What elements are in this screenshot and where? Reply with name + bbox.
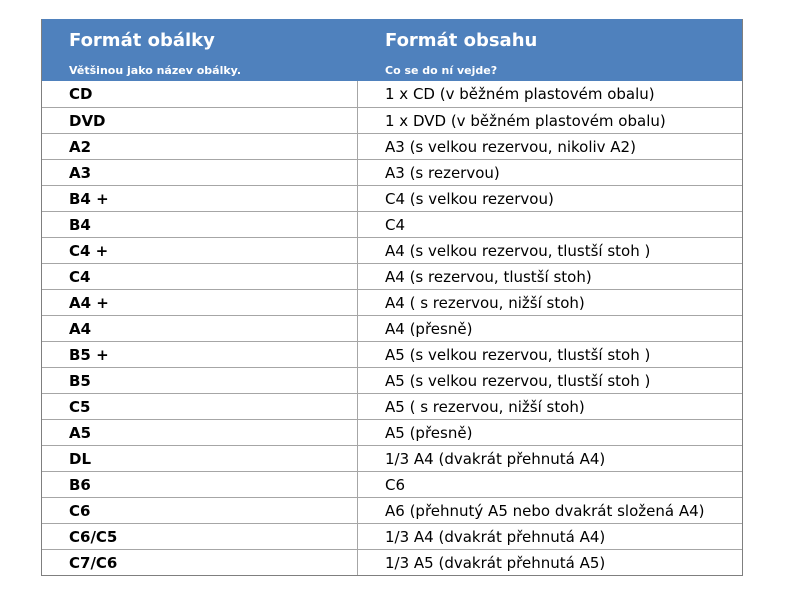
content-format-cell: A5 ( s rezervou, nižší stoh) <box>385 397 585 416</box>
envelope-format-cell: C4 <box>42 264 358 289</box>
table-row <box>42 549 742 575</box>
envelope-format-cell: C5 <box>42 394 358 419</box>
envelope-format-cell: C4 + <box>42 238 358 263</box>
content-format-cell: A5 (s velkou rezervou, tlustší stoh ) <box>385 345 651 364</box>
content-format-cell: 1/3 A5 (dvakrát přehnutá A5) <box>385 553 606 572</box>
envelope-format-cell: DL <box>42 446 358 471</box>
envelope-format-cell: B4 <box>42 212 358 237</box>
envelope-format-cell: C7/C6 <box>42 550 358 575</box>
table-row <box>42 107 742 133</box>
table-row <box>42 419 742 445</box>
envelope-format-cell: C6 <box>42 498 358 523</box>
table-row <box>42 497 742 523</box>
content-format-cell: A4 (s velkou rezervou, tlustší stoh ) <box>385 241 651 260</box>
content-format-cell: C6 <box>385 475 406 494</box>
content-format-cell: A6 (přehnutý A5 nebo dvakrát složená A4) <box>385 501 705 520</box>
table-row <box>42 263 742 289</box>
table-row <box>42 81 742 107</box>
envelope-format-cell: A3 <box>42 160 358 185</box>
envelope-format-cell: B5 + <box>42 342 358 367</box>
envelope-format-cell: CD <box>42 81 358 107</box>
envelope-format-cell: B5 <box>42 368 358 393</box>
header-content-format <box>358 19 742 81</box>
envelope-format-cell: B6 <box>42 472 358 497</box>
content-format-cell: A4 (přesně) <box>385 319 473 338</box>
content-format-cell: 1 x DVD (v běžném plastovém obalu) <box>385 111 666 130</box>
content-format-cell: C4 (s velkou rezervou) <box>385 189 554 208</box>
table-body <box>42 81 742 575</box>
content-format-cell: A3 (s rezervou) <box>385 163 500 182</box>
envelope-format-cell: DVD <box>42 108 358 133</box>
table-row <box>42 393 742 419</box>
envelope-format-cell: A4 + <box>42 290 358 315</box>
table-row <box>42 211 742 237</box>
table-row <box>42 315 742 341</box>
table-row <box>42 289 742 315</box>
table-row <box>42 341 742 367</box>
header-envelope-format-subtitle: Většinou jako název obálky. <box>69 64 241 77</box>
content-format-cell: A4 (s rezervou, tlustší stoh) <box>385 267 592 286</box>
table-row <box>42 185 742 211</box>
envelope-format-cell: B4 + <box>42 186 358 211</box>
content-format-cell: A3 (s velkou rezervou, nikoliv A2) <box>385 137 636 156</box>
header-content-format-subtitle: Co se do ní vejde? <box>385 64 498 77</box>
content-format-cell: A5 (s velkou rezervou, tlustší stoh ) <box>385 371 651 390</box>
table-row <box>42 159 742 185</box>
table-row <box>42 367 742 393</box>
envelope-format-cell: C6/C5 <box>42 524 358 549</box>
content-format-cell: 1 x CD (v běžném plastovém obalu) <box>385 85 655 103</box>
content-format-cell: A4 ( s rezervou, nižší stoh) <box>385 293 585 312</box>
header-content-format-title: Formát obsahu <box>385 30 538 51</box>
content-format-cell: 1/3 A4 (dvakrát přehnutá A4) <box>385 449 606 468</box>
envelope-format-table <box>41 19 743 576</box>
content-format-cell: A5 (přesně) <box>385 423 473 442</box>
header-envelope-format-title: Formát obálky <box>69 30 215 51</box>
table-row <box>42 445 742 471</box>
envelope-format-cell: A5 <box>42 420 358 445</box>
table-row <box>42 133 742 159</box>
table-row <box>42 523 742 549</box>
content-format-cell: 1/3 A4 (dvakrát přehnutá A4) <box>385 527 606 546</box>
envelope-format-cell: A4 <box>42 316 358 341</box>
envelope-format-cell: A2 <box>42 134 358 159</box>
table-row <box>42 237 742 263</box>
table-header <box>42 19 742 81</box>
table-row <box>42 471 742 497</box>
header-envelope-format <box>42 19 358 81</box>
content-format-cell: C4 <box>385 215 406 234</box>
